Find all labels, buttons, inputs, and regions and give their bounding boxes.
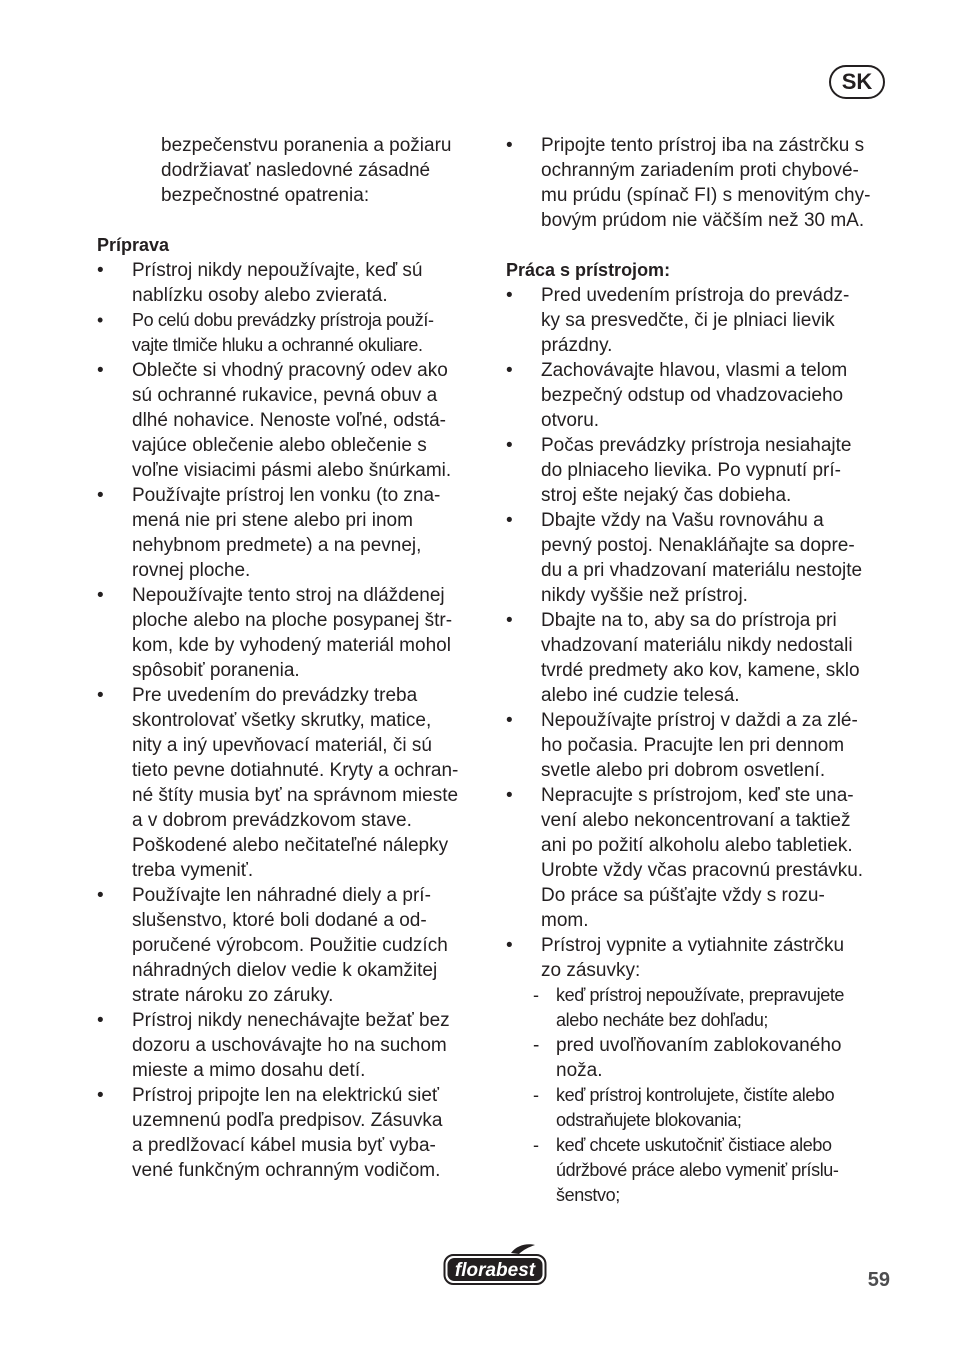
sub-list-item: - pred uvoľňovaním zablokovaného noža. (506, 1033, 896, 1083)
intro-line: dodržiavať nasledovné zásadné (161, 160, 431, 181)
logo-text: florabest (454, 1260, 536, 1281)
list-item: • Prístroj vypnite a vytiahnite zástrčku zo zásuvky: (506, 933, 896, 983)
list-item: • Dbajte vždy na Vašu rovnováhu a pevný postoj. Nenakláňajte sa dopre- du a pri vhadzovaní materiálu nestojte nikdy vyššie než prístroj. (506, 508, 896, 608)
intro-paragraph (97, 133, 482, 208)
list-item: • Po celú dobu prevádzky prístroja použí- vajte tlmiče hluku a ochranné okuliare. (97, 308, 482, 358)
sub-list-item: - keď prístroj nepoužívate, prepravujete alebo necháte bez dohľadu; (506, 983, 896, 1033)
list-item: • Nepoužívajte tento stroj na dláždenej ploche alebo na ploche posypanej štr- kom, kde by vyhodený materiál mohol spôsobiť poranenia. (97, 583, 482, 683)
list-item: • Dbajte na to, aby sa do prístroja pri vhadzovaní materiálu nikdy nedostali tvrdé predmety ako kov, kamene, sklo alebo iné cudzie telesá. (506, 608, 896, 708)
sub-list (506, 983, 896, 1208)
sub-list-item: - keď prístroj kontrolujete, čistíte alebo odstraňujete blokovania; (506, 1083, 896, 1133)
list-item: • Používajte prístroj len vonku (to zna- mená nie pri stene alebo pri inom nehybnom predmete) a na pevnej, rovnej ploche. (97, 483, 482, 583)
list-item: • Používajte len náhradné diely a prí- slušenstvo, ktoré boli dodané a od- poručené výrobcom. Použitie cudzích náhradných dielov vedie k okamžitej strate nároku zo záruky. (97, 883, 482, 1008)
language-badge: SK (829, 65, 885, 99)
preparation-list (97, 258, 482, 1183)
section-title-priprava: Príprava (97, 235, 170, 255)
continued-list (506, 133, 896, 233)
list-item: • Oblečte si vhodný pracovný odev ako sú ochranné rukavice, pevná obuv a dlhé nohavice. Nenoste voľné, odstá- vajúce oblečenie alebo oblečenie s voľne visiacimi pásmi alebo šnúrkami. (97, 358, 482, 483)
list-item: • Zachovávajte hlavou, vlasmi a telom bezpečný odstup od vhadzovacieho otvoru. (506, 358, 896, 433)
list-item: • Pripojte tento prístroj iba na zástrčku s ochranným zariadením proti chybové- mu prúdu (spínač FI) s menovitým chy- bovým prúdom nie väčším než 30 mA. (506, 133, 896, 233)
intro-line: bezpečenstvu poranenia a požiaru (161, 135, 452, 156)
list-item: • Nepracujte s prístrojom, keď ste una- vení alebo nekoncentrovaní a taktiež ani po požití alkoholu alebo tabletiek. Urobte vždy včas pracovnú prestávku. Do práce sa púšťajte vždy s rozu- mom. (506, 783, 896, 933)
list-item: • Pre uvedením do prevádzky treba skontrolovať všetky skrutky, matice, nity a iný upevňovací materiál, či sú tieto pevne dotiahnuté. Kryty a ochran- né štíty musia byť na správnom mieste a v dobrom prevádzkovom stave. Poškodené alebo nečitateľné nálepky treba vymeniť. (97, 683, 482, 883)
left-column (97, 133, 482, 1183)
intro-line: bezpečnostné opatrenia: (161, 185, 370, 206)
list-item: • Pred uvedením prístroja do prevádz- ky sa presvedčte, či je plniaci lievik prázdny. (506, 283, 896, 358)
sub-list-item: - keď chcete uskutočniť čistiace alebo údržbové práce alebo vymeniť príslu- šenstvo; (506, 1133, 896, 1208)
right-column (506, 133, 896, 1208)
section-title-praca: Práca s prístrojom: (506, 260, 671, 280)
page-number: 59 (867, 1269, 890, 1291)
operation-list (506, 283, 896, 983)
list-item: • Prístroj nikdy nenechávajte bežať bez dozoru a uschovávajte ho na suchom mieste a mimo dosahu detí. (97, 1008, 482, 1083)
list-item: • Počas prevádzky prístroja nesiahajte do plniaceho lievika. Po vypnutí prí- stroj ešte nejaký čas dobieha. (506, 433, 896, 508)
florabest-logo-mark (443, 1243, 547, 1287)
list-item: • Nepoužívajte prístroj v daždi a za zlé- ho počasia. Pracujte len pri dennom svetle alebo pri dobrom osvetlení. (506, 708, 896, 783)
list-item: • Prístroj nikdy nepoužívajte, keď sú nablízku osoby alebo zvieratá. (97, 258, 482, 308)
list-item: • Prístroj pripojte len na elektrickú sieť uzemnenú podľa predpisov. Zásuvka a predlžovací kábel musia byť vyba- vené funkčným ochranným vodičom. (97, 1083, 482, 1183)
florabest-logo (443, 1243, 547, 1294)
